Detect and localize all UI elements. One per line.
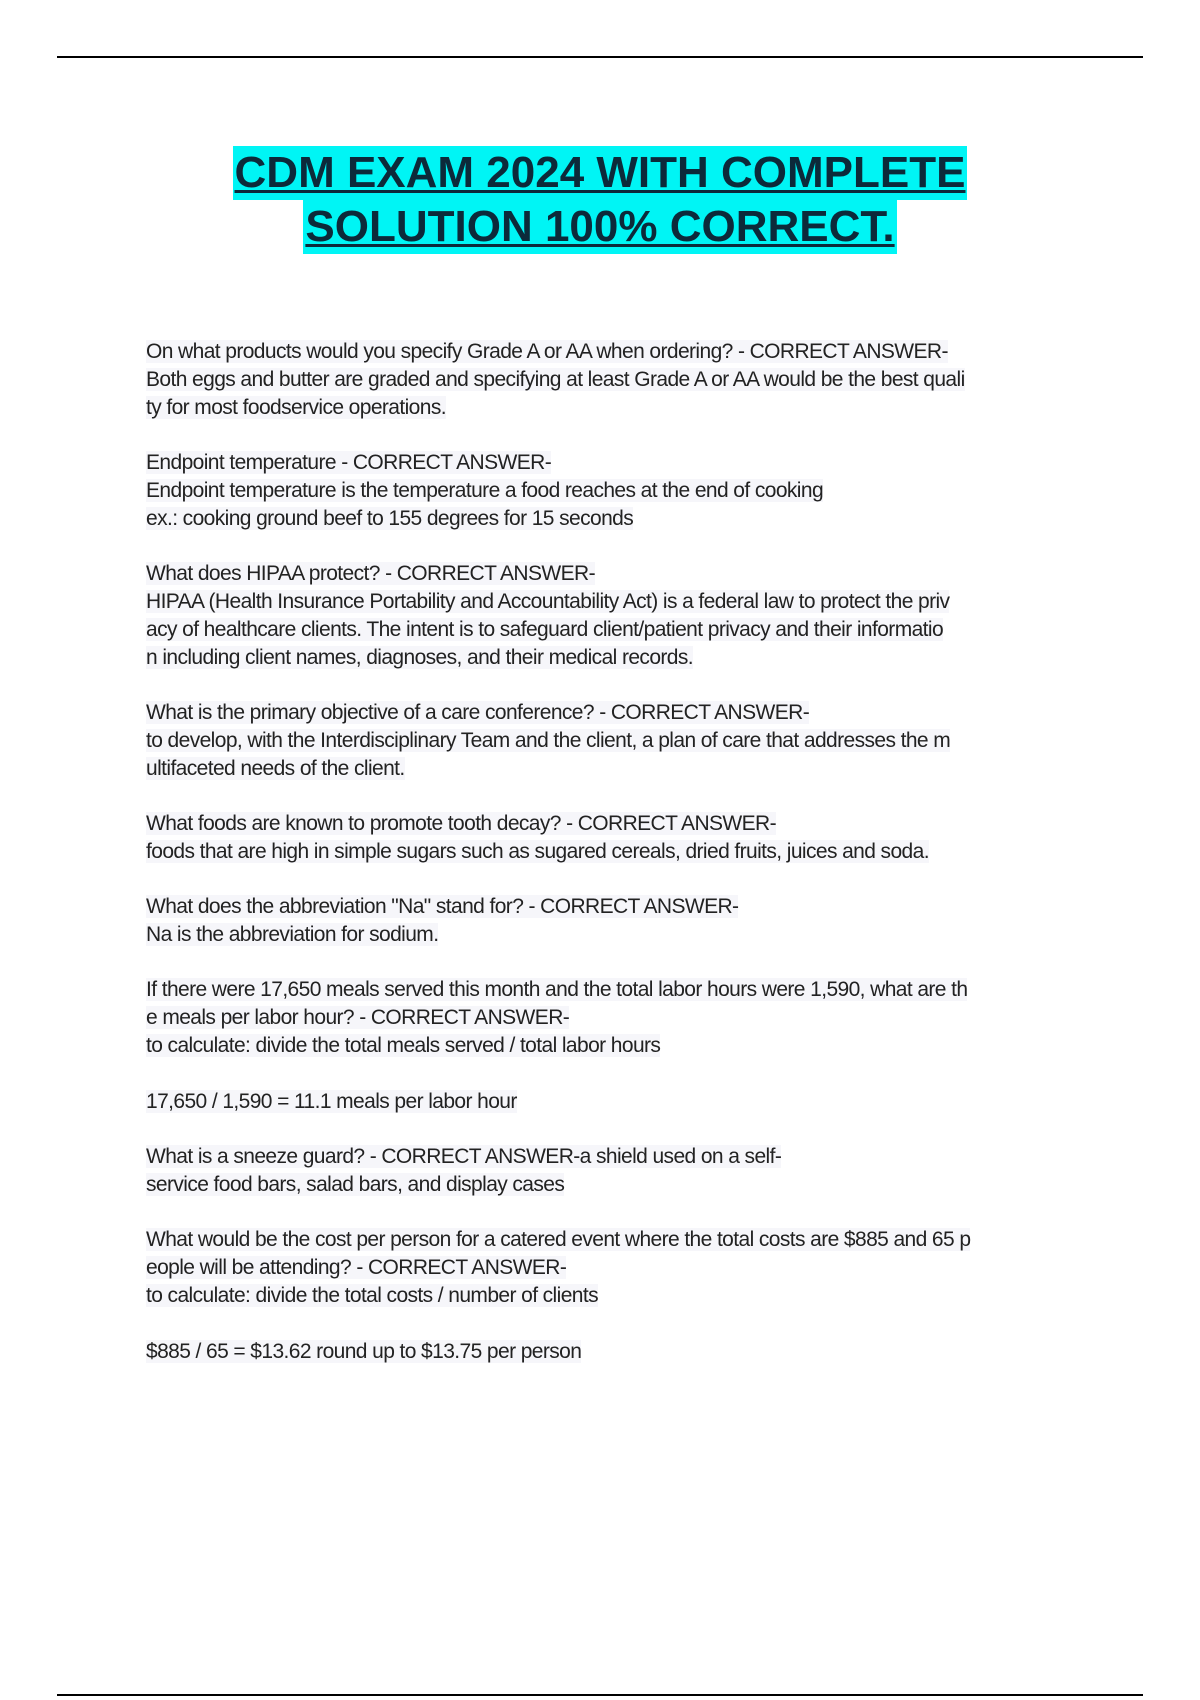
qa-line: ex.: cooking ground beef to 155 degrees for 15 seconds — [146, 507, 634, 530]
qa-line: service food bars, salad bars, and display cases — [146, 1173, 565, 1196]
qa-line: What foods are known to promote tooth decay? - CORRECT ANSWER- — [146, 812, 777, 835]
title-line-2: SOLUTION 100% CORRECT. — [303, 200, 896, 254]
qa-list — [146, 338, 1096, 1393]
qa-line: eople will be attending? - CORRECT ANSWER- — [146, 1256, 567, 1279]
bottom-rule — [57, 1694, 1143, 1696]
qa-line: foods that are high in simple sugars such as sugared cereals, dried fruits, juices and soda. — [146, 840, 929, 863]
qa-item — [146, 976, 1096, 1116]
qa-item — [146, 810, 1096, 866]
qa-item — [146, 338, 1096, 422]
qa-line: n including client names, diagnoses, and their medical records. — [146, 646, 694, 669]
qa-line: On what products would you specify Grade A or AA when ordering? - CORRECT ANSWER- — [146, 340, 948, 363]
qa-item — [146, 893, 1096, 949]
title-line-1: CDM EXAM 2024 WITH COMPLETE — [233, 146, 968, 200]
qa-line: Endpoint temperature is the temperature a food reaches at the end of cooking — [146, 479, 824, 502]
qa-line: HIPAA (Health Insurance Portability and Accountability Act) is a federal law to protect the priv — [146, 590, 950, 613]
qa-line: to develop, with the Interdisciplinary Team and the client, a plan of care that addresses the m — [146, 729, 951, 752]
qa-calculation: $885 / 65 = $13.62 round up to $13.75 per person — [146, 1340, 582, 1363]
qa-line: What does HIPAA protect? - CORRECT ANSWER- — [146, 562, 595, 585]
top-rule — [57, 56, 1143, 58]
qa-line: What does the abbreviation "Na" stand for? - CORRECT ANSWER- — [146, 895, 739, 918]
qa-calculation: 17,650 / 1,590 = 11.1 meals per labor hour — [146, 1090, 517, 1113]
qa-line: What would be the cost per person for a catered event where the total costs are $885 and 65 p — [146, 1228, 971, 1251]
document-title — [0, 146, 1200, 254]
qa-line: ty for most foodservice operations. — [146, 396, 446, 419]
qa-line: What is a sneeze guard? - CORRECT ANSWER-a shield used on a self- — [146, 1145, 782, 1168]
qa-line: to calculate: divide the total costs / number of clients — [146, 1284, 598, 1307]
qa-item — [146, 449, 1096, 533]
qa-line: e meals per labor hour? - CORRECT ANSWER- — [146, 1006, 570, 1029]
qa-line: What is the primary objective of a care conference? - CORRECT ANSWER- — [146, 701, 810, 724]
qa-line: Na is the abbreviation for sodium. — [146, 923, 439, 946]
qa-line: Both eggs and butter are graded and specifying at least Grade A or AA would be the best quali — [146, 368, 965, 391]
qa-item — [146, 1143, 1096, 1199]
qa-line: ultifaceted needs of the client. — [146, 757, 405, 780]
qa-item — [146, 1226, 1096, 1366]
qa-line: Endpoint temperature - CORRECT ANSWER- — [146, 451, 552, 474]
qa-item — [146, 699, 1096, 783]
qa-line: acy of healthcare clients. The intent is to safeguard client/patient privacy and their informatio — [146, 618, 944, 641]
qa-line: If there were 17,650 meals served this month and the total labor hours were 1,590, what are th — [146, 978, 968, 1001]
qa-item — [146, 560, 1096, 672]
qa-line: to calculate: divide the total meals served / total labor hours — [146, 1034, 661, 1057]
